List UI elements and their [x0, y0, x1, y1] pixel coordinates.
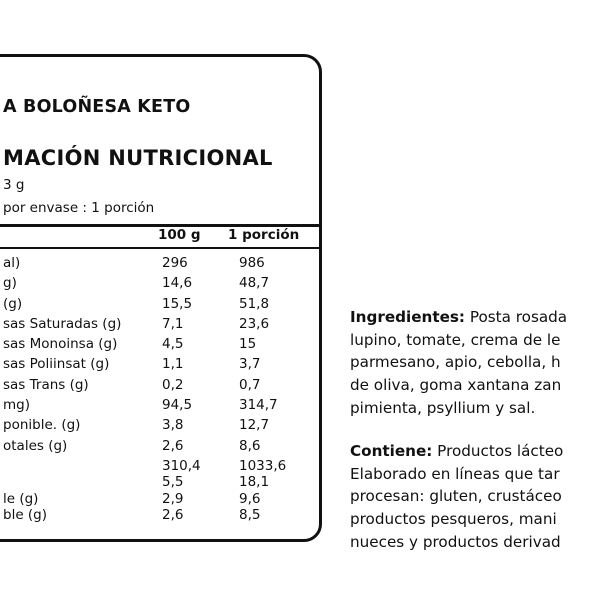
contains-block: [350, 440, 600, 554]
nutrient-row: [0, 377, 319, 397]
nutrient-value-100g: 2,6: [162, 507, 184, 524]
ingredients-text: Posta rosada: [465, 308, 568, 326]
nutrient-name: le (g): [3, 490, 39, 507]
ingredients-line: de oliva, goma xantana zan: [350, 376, 562, 395]
nutrient-value-100g: 15,5: [162, 295, 193, 312]
divider-header: [0, 247, 319, 249]
nutrient-value-portion: 51,8: [239, 295, 270, 312]
nutrient-name: sas Poliinsat (g): [3, 356, 110, 373]
nutrient-value-100g: 4,5: [162, 336, 184, 353]
nutrient-name: sas Monoinsa (g): [3, 336, 118, 353]
nutrient-name: ponible. (g): [3, 417, 81, 434]
nutrient-value-portion: 8,6: [239, 437, 261, 454]
ingredients-line: [350, 306, 600, 329]
nutrient-value-portion: 8,5: [239, 507, 261, 524]
nutrient-value-100g: 94,5: [162, 397, 193, 414]
nutrient-value-100g: 2,6: [162, 437, 184, 454]
ingredients-line: lupino, tomate, crema de le: [350, 330, 561, 349]
nutrient-value-100g: 1,1: [162, 356, 184, 373]
nutrient-rows: [0, 255, 319, 524]
contains-line: productos pesqueros, mani: [350, 510, 557, 529]
nutrient-value-portion: 1033,6: [239, 457, 287, 474]
product-name: A BOLOÑESA KETO: [3, 97, 191, 117]
ingredients-line: pimienta, psyllium y sal.: [350, 398, 536, 417]
contains-line: nueces y productos derivad: [350, 532, 561, 551]
nutrient-name: sas Saturadas (g): [3, 315, 122, 332]
column-header-100g: 100 g: [158, 227, 201, 243]
contains-line: Elaborado en líneas que tar: [350, 464, 560, 483]
nutrient-row: [0, 275, 319, 295]
nutrient-value-portion: 3,7: [239, 356, 261, 373]
nutrient-row: [0, 336, 319, 356]
nutrient-row: [0, 438, 319, 458]
nutrient-value-100g: 5,5: [162, 474, 184, 491]
nutrient-name: ble (g): [3, 507, 48, 524]
nutrition-title: MACIÓN NUTRICIONAL: [3, 146, 273, 170]
nutrient-name: al): [3, 255, 21, 271]
nutrient-value-100g: 2,9: [162, 490, 184, 507]
nutrient-row: [0, 474, 319, 491]
serving-size: 3 g: [3, 177, 25, 193]
contains-heading: Contiene:: [350, 442, 433, 460]
ingredients-line: parmesano, apio, cebolla, h: [350, 353, 561, 372]
ingredients-block: [350, 306, 600, 420]
nutrient-row: [0, 507, 319, 524]
nutrient-name: mg): [3, 397, 30, 414]
nutrition-label: [0, 54, 322, 542]
nutrient-name: g): [3, 275, 17, 292]
nutrient-value-100g: 7,1: [162, 315, 184, 332]
nutrient-value-portion: 986: [239, 255, 265, 271]
nutrient-value-portion: 15: [239, 336, 257, 353]
nutrient-row: [0, 255, 319, 275]
nutrient-name: sas Trans (g): [3, 376, 89, 393]
nutrient-name: otales (g): [3, 437, 68, 454]
contains-line: procesan: gluten, crustáceo: [350, 487, 562, 506]
nutrient-value-100g: 14,6: [162, 275, 193, 292]
nutrient-name: (g): [3, 295, 23, 312]
nutrient-row: [0, 491, 319, 508]
nutrient-value-portion: 18,1: [239, 474, 270, 491]
nutrient-value-100g: 310,4: [162, 457, 201, 474]
servings-per-container: por envase : 1 porción: [3, 200, 155, 216]
nutrient-value-portion: 23,6: [239, 315, 270, 332]
nutrient-row: [0, 417, 319, 437]
contains-line: [350, 440, 600, 463]
nutrient-row: [0, 356, 319, 376]
contains-text: Productos lácteo: [432, 442, 564, 460]
nutrient-value-100g: 296: [162, 255, 188, 271]
nutrient-value-portion: 0,7: [239, 376, 261, 393]
nutrient-value-portion: 48,7: [239, 275, 270, 292]
nutrient-value-100g: 0,2: [162, 376, 184, 393]
nutrient-value-portion: 314,7: [239, 397, 278, 414]
nutrient-value-100g: 3,8: [162, 417, 184, 434]
nutrient-value-portion: 9,6: [239, 490, 261, 507]
ingredients-heading: Ingredientes:: [350, 308, 465, 326]
nutrient-row: [0, 316, 319, 336]
nutrient-value-portion: 12,7: [239, 417, 270, 434]
nutrient-row: [0, 397, 319, 417]
column-header-portion: 1 porción: [228, 227, 300, 243]
nutrient-row: [0, 458, 319, 475]
nutrient-row: [0, 296, 319, 316]
